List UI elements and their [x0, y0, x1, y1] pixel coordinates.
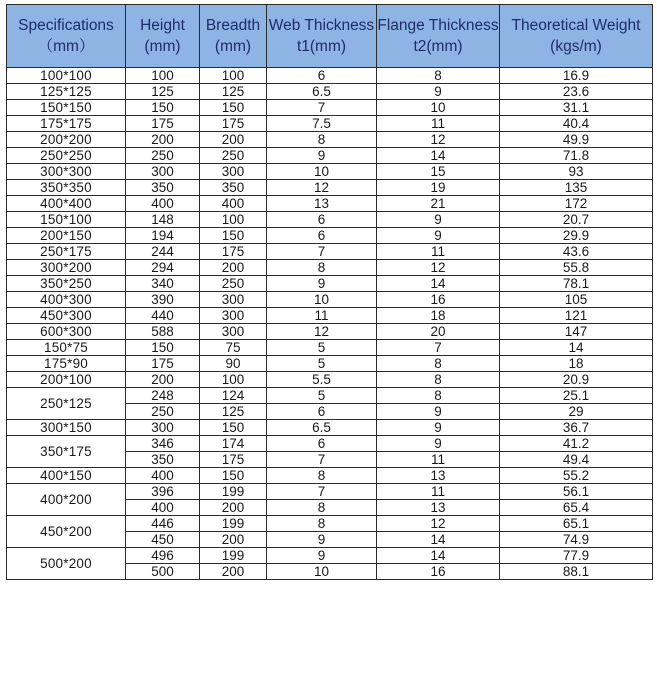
weight-cell: 77.9 [500, 548, 653, 564]
table-row [7, 436, 653, 452]
breadth-cell: 150 [200, 468, 267, 484]
flange-thickness-cell: 10 [377, 100, 500, 116]
table-row [7, 212, 653, 228]
web-thickness-cell: 6.5 [267, 84, 377, 100]
web-thickness-cell: 7.5 [267, 116, 377, 132]
height-cell: 400 [126, 468, 200, 484]
web-thickness-cell: 10 [267, 292, 377, 308]
specification-cell: 350*350 [7, 180, 126, 196]
web-thickness-cell: 8 [267, 468, 377, 484]
flange-thickness-cell: 14 [377, 276, 500, 292]
weight-cell: 23.6 [500, 84, 653, 100]
flange-thickness-cell: 8 [377, 388, 500, 404]
flange-thickness-cell: 13 [377, 500, 500, 516]
flange-thickness-cell: 12 [377, 516, 500, 532]
specification-cell: 150*150 [7, 100, 126, 116]
height-cell: 125 [126, 84, 200, 100]
flange-thickness-cell: 8 [377, 372, 500, 388]
flange-thickness-cell: 9 [377, 404, 500, 420]
breadth-cell: 100 [200, 212, 267, 228]
weight-cell: 105 [500, 292, 653, 308]
specification-cell: 250*125 [7, 388, 126, 420]
web-thickness-cell: 8 [267, 500, 377, 516]
specification-cell: 200*200 [7, 132, 126, 148]
web-thickness-cell: 7 [267, 100, 377, 116]
flange-thickness-cell: 9 [377, 228, 500, 244]
flange-thickness-cell: 7 [377, 340, 500, 356]
height-cell: 148 [126, 212, 200, 228]
breadth-cell: 125 [200, 84, 267, 100]
flange-thickness-cell: 13 [377, 468, 500, 484]
breadth-cell: 199 [200, 516, 267, 532]
height-cell: 244 [126, 244, 200, 260]
height-cell: 200 [126, 372, 200, 388]
web-thickness-cell: 13 [267, 196, 377, 212]
web-thickness-cell: 5 [267, 356, 377, 372]
height-cell: 175 [126, 356, 200, 372]
web-thickness-cell: 9 [267, 276, 377, 292]
specification-cell: 100*100 [7, 68, 126, 84]
table-row [7, 340, 653, 356]
breadth-cell: 250 [200, 276, 267, 292]
breadth-cell: 300 [200, 324, 267, 340]
web-thickness-cell: 9 [267, 532, 377, 548]
height-cell: 346 [126, 436, 200, 452]
specification-cell: 400*400 [7, 196, 126, 212]
web-thickness-cell: 5 [267, 388, 377, 404]
header-flange-thickness: Flange Thickness t2(mm) [377, 5, 500, 68]
breadth-cell: 200 [200, 532, 267, 548]
flange-thickness-cell: 14 [377, 148, 500, 164]
breadth-cell: 200 [200, 260, 267, 276]
breadth-cell: 100 [200, 68, 267, 84]
weight-cell: 14 [500, 340, 653, 356]
header-row [7, 5, 653, 68]
table-row [7, 292, 653, 308]
header-breadth: Breadth (mm) [200, 5, 267, 68]
weight-cell: 40.4 [500, 116, 653, 132]
table-row [7, 468, 653, 484]
web-thickness-cell: 7 [267, 452, 377, 468]
table-row [7, 260, 653, 276]
flange-thickness-cell: 20 [377, 324, 500, 340]
weight-cell: 172 [500, 196, 653, 212]
flange-thickness-cell: 9 [377, 212, 500, 228]
specification-cell: 350*175 [7, 436, 126, 468]
breadth-cell: 350 [200, 180, 267, 196]
breadth-cell: 175 [200, 116, 267, 132]
breadth-cell: 150 [200, 228, 267, 244]
flange-thickness-cell: 12 [377, 132, 500, 148]
web-thickness-cell: 12 [267, 324, 377, 340]
weight-cell: 135 [500, 180, 653, 196]
web-thickness-cell: 6 [267, 228, 377, 244]
height-cell: 175 [126, 116, 200, 132]
breadth-cell: 199 [200, 484, 267, 500]
breadth-cell: 90 [200, 356, 267, 372]
specification-cell: 300*150 [7, 420, 126, 436]
weight-cell: 147 [500, 324, 653, 340]
height-cell: 250 [126, 404, 200, 420]
web-thickness-cell: 11 [267, 308, 377, 324]
flange-thickness-cell: 9 [377, 436, 500, 452]
flange-thickness-cell: 14 [377, 532, 500, 548]
height-cell: 400 [126, 500, 200, 516]
breadth-cell: 150 [200, 420, 267, 436]
weight-cell: 88.1 [500, 564, 653, 580]
specification-cell: 450*200 [7, 516, 126, 548]
table-row [7, 116, 653, 132]
height-cell: 446 [126, 516, 200, 532]
table-row [7, 484, 653, 500]
table-row [7, 372, 653, 388]
breadth-cell: 200 [200, 132, 267, 148]
flange-thickness-cell: 9 [377, 84, 500, 100]
web-thickness-cell: 6 [267, 404, 377, 420]
web-thickness-cell: 12 [267, 180, 377, 196]
breadth-cell: 150 [200, 100, 267, 116]
weight-cell: 18 [500, 356, 653, 372]
specification-cell: 125*125 [7, 84, 126, 100]
table-row [7, 84, 653, 100]
web-thickness-cell: 7 [267, 244, 377, 260]
weight-cell: 43.6 [500, 244, 653, 260]
web-thickness-cell: 8 [267, 260, 377, 276]
weight-cell: 65.4 [500, 500, 653, 516]
height-cell: 400 [126, 196, 200, 212]
table-row [7, 420, 653, 436]
specification-cell: 150*100 [7, 212, 126, 228]
table-row [7, 148, 653, 164]
table-row [7, 68, 653, 84]
specification-cell: 450*300 [7, 308, 126, 324]
weight-cell: 20.7 [500, 212, 653, 228]
breadth-cell: 300 [200, 308, 267, 324]
flange-thickness-cell: 11 [377, 484, 500, 500]
height-cell: 294 [126, 260, 200, 276]
specification-cell: 175*90 [7, 356, 126, 372]
header-web-thickness: Web Thickness t1(mm) [267, 5, 377, 68]
specification-cell: 400*300 [7, 292, 126, 308]
breadth-cell: 400 [200, 196, 267, 212]
specification-cell: 400*200 [7, 484, 126, 516]
web-thickness-cell: 10 [267, 564, 377, 580]
flange-thickness-cell: 16 [377, 292, 500, 308]
specification-cell: 350*250 [7, 276, 126, 292]
flange-thickness-cell: 11 [377, 452, 500, 468]
header-theoretical-weight: Theoretical Weight (kgs/m) [500, 5, 653, 68]
table-row [7, 388, 653, 404]
height-cell: 100 [126, 68, 200, 84]
flange-thickness-cell: 8 [377, 356, 500, 372]
weight-cell: 71.8 [500, 148, 653, 164]
table-body [7, 68, 653, 580]
weight-cell: 16.9 [500, 68, 653, 84]
flange-thickness-cell: 14 [377, 548, 500, 564]
table-row [7, 516, 653, 532]
web-thickness-cell: 8 [267, 132, 377, 148]
web-thickness-cell: 6 [267, 212, 377, 228]
height-cell: 340 [126, 276, 200, 292]
web-thickness-cell: 6 [267, 436, 377, 452]
height-cell: 396 [126, 484, 200, 500]
table-row [7, 276, 653, 292]
web-thickness-cell: 5 [267, 340, 377, 356]
specification-cell: 500*200 [7, 548, 126, 580]
height-cell: 248 [126, 388, 200, 404]
weight-cell: 29 [500, 404, 653, 420]
height-cell: 350 [126, 180, 200, 196]
weight-cell: 121 [500, 308, 653, 324]
height-cell: 390 [126, 292, 200, 308]
specification-cell: 300*200 [7, 260, 126, 276]
flange-thickness-cell: 21 [377, 196, 500, 212]
table-row [7, 228, 653, 244]
breadth-cell: 174 [200, 436, 267, 452]
web-thickness-cell: 9 [267, 148, 377, 164]
specification-cell: 400*150 [7, 468, 126, 484]
header-height: Height (mm) [126, 5, 200, 68]
flange-thickness-cell: 15 [377, 164, 500, 180]
breadth-cell: 250 [200, 148, 267, 164]
breadth-cell: 125 [200, 404, 267, 420]
specification-cell: 300*300 [7, 164, 126, 180]
specification-cell: 175*175 [7, 116, 126, 132]
weight-cell: 78.1 [500, 276, 653, 292]
height-cell: 300 [126, 420, 200, 436]
weight-cell: 49.9 [500, 132, 653, 148]
specification-cell: 250*250 [7, 148, 126, 164]
header-specifications: Specifications （mm） [7, 5, 126, 68]
flange-thickness-cell: 19 [377, 180, 500, 196]
height-cell: 500 [126, 564, 200, 580]
weight-cell: 25.1 [500, 388, 653, 404]
flange-thickness-cell: 12 [377, 260, 500, 276]
weight-cell: 41.2 [500, 436, 653, 452]
height-cell: 250 [126, 148, 200, 164]
height-cell: 450 [126, 532, 200, 548]
table-header [7, 5, 653, 68]
web-thickness-cell: 6.5 [267, 420, 377, 436]
weight-cell: 65.1 [500, 516, 653, 532]
breadth-cell: 100 [200, 372, 267, 388]
flange-thickness-cell: 11 [377, 244, 500, 260]
weight-cell: 55.2 [500, 468, 653, 484]
height-cell: 350 [126, 452, 200, 468]
web-thickness-cell: 10 [267, 164, 377, 180]
table-row [7, 548, 653, 564]
specification-cell: 250*175 [7, 244, 126, 260]
table-row [7, 244, 653, 260]
table-row [7, 308, 653, 324]
flange-thickness-cell: 8 [377, 68, 500, 84]
breadth-cell: 300 [200, 164, 267, 180]
weight-cell: 93 [500, 164, 653, 180]
breadth-cell: 75 [200, 340, 267, 356]
weight-cell: 56.1 [500, 484, 653, 500]
h-beam-specification-table [6, 4, 653, 580]
height-cell: 150 [126, 340, 200, 356]
breadth-cell: 199 [200, 548, 267, 564]
table-row [7, 196, 653, 212]
web-thickness-cell: 7 [267, 484, 377, 500]
breadth-cell: 200 [200, 500, 267, 516]
flange-thickness-cell: 9 [377, 420, 500, 436]
height-cell: 150 [126, 100, 200, 116]
specification-cell: 200*150 [7, 228, 126, 244]
specification-cell: 600*300 [7, 324, 126, 340]
height-cell: 440 [126, 308, 200, 324]
table-row [7, 324, 653, 340]
web-thickness-cell: 6 [267, 68, 377, 84]
breadth-cell: 175 [200, 244, 267, 260]
table-row [7, 132, 653, 148]
table-row [7, 100, 653, 116]
weight-cell: 49.4 [500, 452, 653, 468]
weight-cell: 36.7 [500, 420, 653, 436]
flange-thickness-cell: 11 [377, 116, 500, 132]
breadth-cell: 200 [200, 564, 267, 580]
breadth-cell: 124 [200, 388, 267, 404]
weight-cell: 20.9 [500, 372, 653, 388]
flange-thickness-cell: 18 [377, 308, 500, 324]
table-row [7, 164, 653, 180]
breadth-cell: 300 [200, 292, 267, 308]
height-cell: 588 [126, 324, 200, 340]
weight-cell: 29.9 [500, 228, 653, 244]
height-cell: 194 [126, 228, 200, 244]
weight-cell: 31.1 [500, 100, 653, 116]
height-cell: 200 [126, 132, 200, 148]
web-thickness-cell: 9 [267, 548, 377, 564]
height-cell: 496 [126, 548, 200, 564]
specification-cell: 200*100 [7, 372, 126, 388]
weight-cell: 55.8 [500, 260, 653, 276]
specification-cell: 150*75 [7, 340, 126, 356]
weight-cell: 74.9 [500, 532, 653, 548]
web-thickness-cell: 5.5 [267, 372, 377, 388]
table-row [7, 180, 653, 196]
height-cell: 300 [126, 164, 200, 180]
web-thickness-cell: 8 [267, 516, 377, 532]
breadth-cell: 175 [200, 452, 267, 468]
flange-thickness-cell: 16 [377, 564, 500, 580]
table-row [7, 356, 653, 372]
